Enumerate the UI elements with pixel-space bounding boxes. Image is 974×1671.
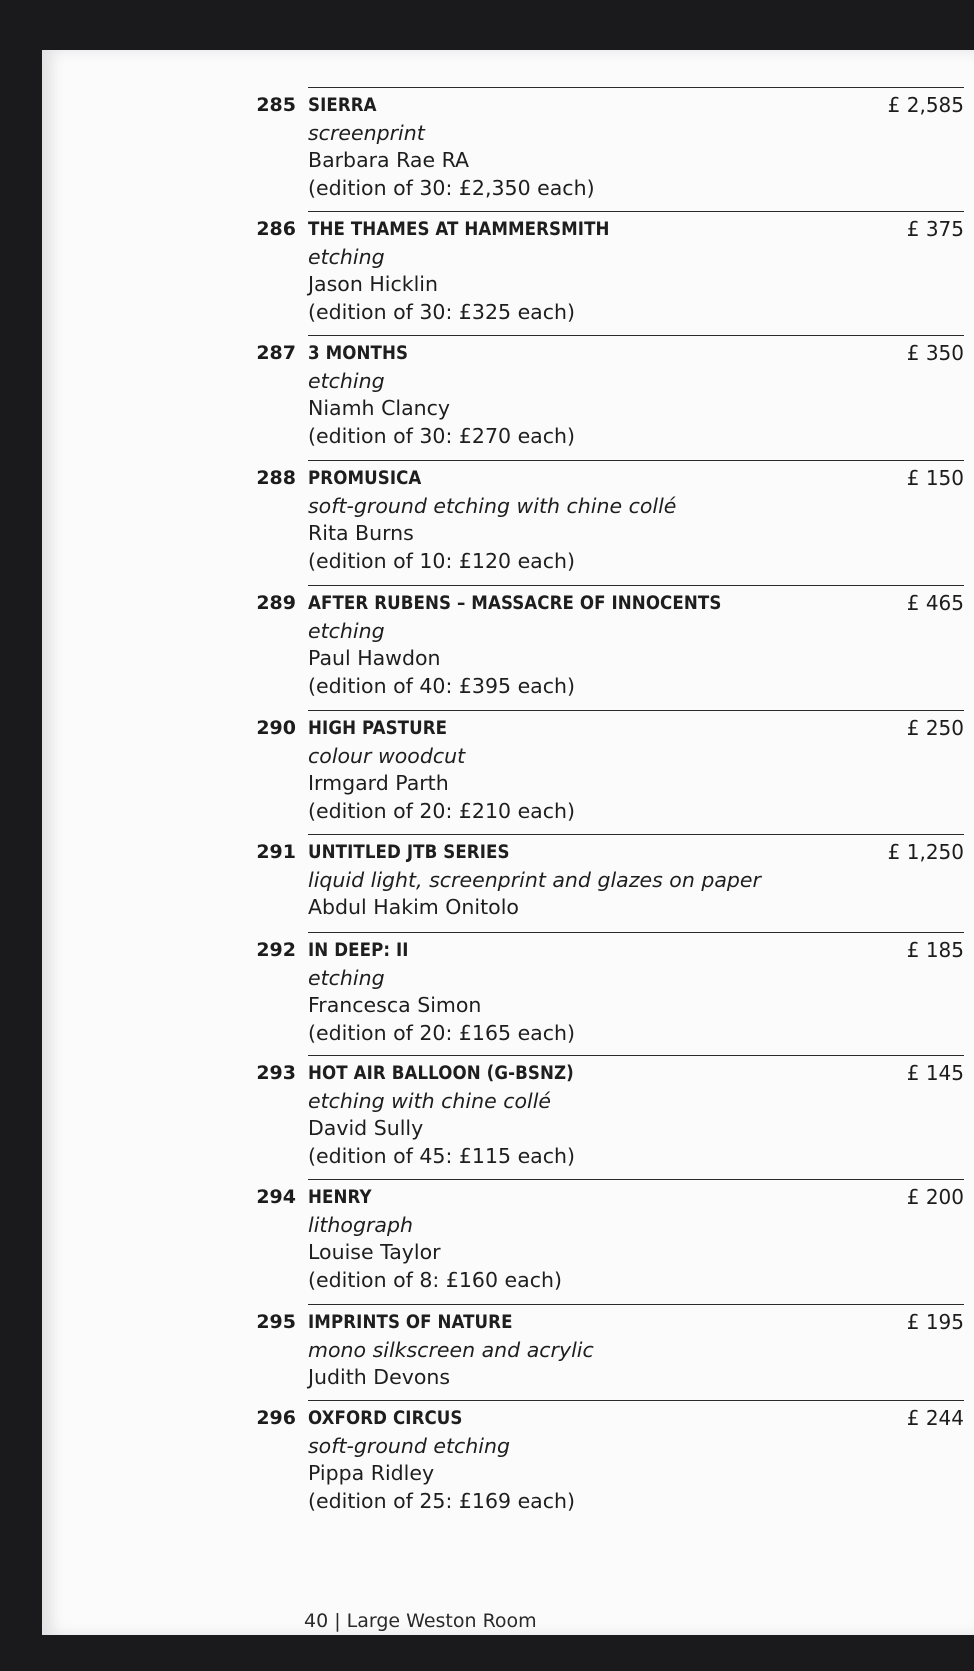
artwork-title: HOT AIR BALLOON (G-BSNZ) bbox=[308, 1063, 574, 1084]
artwork-title: IN DEEP: II bbox=[308, 940, 409, 961]
artwork-title: HIGH PASTURE bbox=[308, 718, 448, 739]
medium: soft-ground etching bbox=[308, 1433, 510, 1458]
catalogue-page bbox=[42, 50, 974, 1635]
catalogue-entry-286 bbox=[256, 211, 964, 326]
medium: etching with chine collé bbox=[308, 1088, 552, 1113]
catalogue-entry-291 bbox=[256, 834, 964, 922]
edition-info: (edition of 30: £325 each) bbox=[308, 299, 576, 324]
catalogue-entry-290 bbox=[256, 710, 964, 825]
artist-name: Judith Devons bbox=[308, 1365, 451, 1389]
catalogue-entry-292 bbox=[256, 932, 964, 1047]
edition-info: (edition of 30: £2,350 each) bbox=[308, 175, 595, 200]
medium: colour woodcut bbox=[308, 743, 466, 768]
artwork-title: AFTER RUBENS – MASSACRE OF INNOCENTS bbox=[308, 593, 722, 614]
artwork-title: HENRY bbox=[308, 1187, 372, 1208]
artist-name: Jason Hicklin bbox=[308, 272, 438, 296]
catalogue-entry-295 bbox=[256, 1304, 964, 1392]
price: £ 465 bbox=[906, 591, 964, 615]
medium: etching bbox=[308, 368, 385, 393]
medium: etching bbox=[308, 618, 385, 643]
artwork-title: THE THAMES AT HAMMERSMITH bbox=[308, 219, 610, 240]
artist-name: Abdul Hakim Onitolo bbox=[308, 895, 519, 919]
medium: liquid light, screenprint and glazes on paper bbox=[308, 867, 761, 892]
edition-info: (edition of 40: £395 each) bbox=[308, 673, 576, 698]
artist-name: Pippa Ridley bbox=[308, 1461, 435, 1485]
medium: lithograph bbox=[308, 1212, 413, 1237]
lot-number: 295 bbox=[256, 1311, 296, 1333]
medium: etching bbox=[308, 244, 385, 269]
edition-info: (edition of 30: £270 each) bbox=[308, 423, 576, 448]
artist-name: Rita Burns bbox=[308, 521, 414, 545]
artwork-title: 3 MONTHS bbox=[308, 343, 409, 364]
price: £ 145 bbox=[906, 1061, 964, 1085]
artwork-title: PROMUSICA bbox=[308, 468, 422, 489]
edition-info: (edition of 10: £120 each) bbox=[308, 548, 576, 573]
lot-number: 289 bbox=[256, 592, 296, 614]
lot-number: 287 bbox=[256, 342, 296, 364]
artist-name: Louise Taylor bbox=[308, 1240, 441, 1264]
lot-number: 296 bbox=[256, 1407, 296, 1429]
catalogue-entry-294 bbox=[256, 1179, 964, 1294]
price: £ 185 bbox=[906, 938, 964, 962]
lot-number: 286 bbox=[256, 218, 296, 240]
artist-name: David Sully bbox=[308, 1116, 424, 1140]
medium: screenprint bbox=[308, 120, 425, 145]
lot-number: 291 bbox=[256, 841, 296, 863]
catalogue-entry-285 bbox=[256, 87, 964, 202]
artist-name: Francesca Simon bbox=[308, 993, 482, 1017]
price: £ 250 bbox=[906, 716, 964, 740]
lot-number: 293 bbox=[256, 1062, 296, 1084]
catalogue-entry-287 bbox=[256, 335, 964, 450]
artwork-title: OXFORD CIRCUS bbox=[308, 1408, 463, 1429]
edition-info: (edition of 25: £169 each) bbox=[308, 1488, 576, 1513]
edition-info: (edition of 45: £115 each) bbox=[308, 1143, 576, 1168]
lot-number: 285 bbox=[256, 94, 296, 116]
medium: etching bbox=[308, 965, 385, 990]
price: £ 200 bbox=[906, 1185, 964, 1209]
artwork-title: SIERRA bbox=[308, 95, 377, 116]
price: £ 350 bbox=[906, 341, 964, 365]
catalogue-entry-296 bbox=[256, 1400, 964, 1515]
artwork-title: IMPRINTS OF NATURE bbox=[308, 1312, 513, 1333]
artist-name: Niamh Clancy bbox=[308, 396, 451, 420]
artist-name: Irmgard Parth bbox=[308, 771, 449, 795]
lot-number: 288 bbox=[256, 467, 296, 489]
edition-info: (edition of 20: £210 each) bbox=[308, 798, 576, 823]
lot-number: 290 bbox=[256, 717, 296, 739]
lot-number: 294 bbox=[256, 1186, 296, 1208]
price: £ 244 bbox=[906, 1406, 964, 1430]
price: £ 150 bbox=[906, 466, 964, 490]
page-footer: 40 | Large Weston Room bbox=[304, 1610, 537, 1632]
medium: soft-ground etching with chine collé bbox=[308, 493, 677, 518]
edition-info: (edition of 20: £165 each) bbox=[308, 1020, 576, 1045]
catalogue-entry-289 bbox=[256, 585, 964, 700]
lot-number: 292 bbox=[256, 939, 296, 961]
price: £ 195 bbox=[906, 1310, 964, 1334]
price: £ 375 bbox=[906, 217, 964, 241]
edition-info: (edition of 8: £160 each) bbox=[308, 1267, 562, 1292]
artist-name: Paul Hawdon bbox=[308, 646, 441, 670]
artwork-title: UNTITLED JTB SERIES bbox=[308, 842, 510, 863]
artist-name: Barbara Rae RA bbox=[308, 148, 470, 172]
medium: mono silkscreen and acrylic bbox=[308, 1337, 594, 1362]
catalogue-entry-288 bbox=[256, 460, 964, 575]
price: £ 1,250 bbox=[887, 840, 964, 864]
price: £ 2,585 bbox=[887, 93, 964, 117]
catalogue-entry-293 bbox=[256, 1055, 964, 1170]
